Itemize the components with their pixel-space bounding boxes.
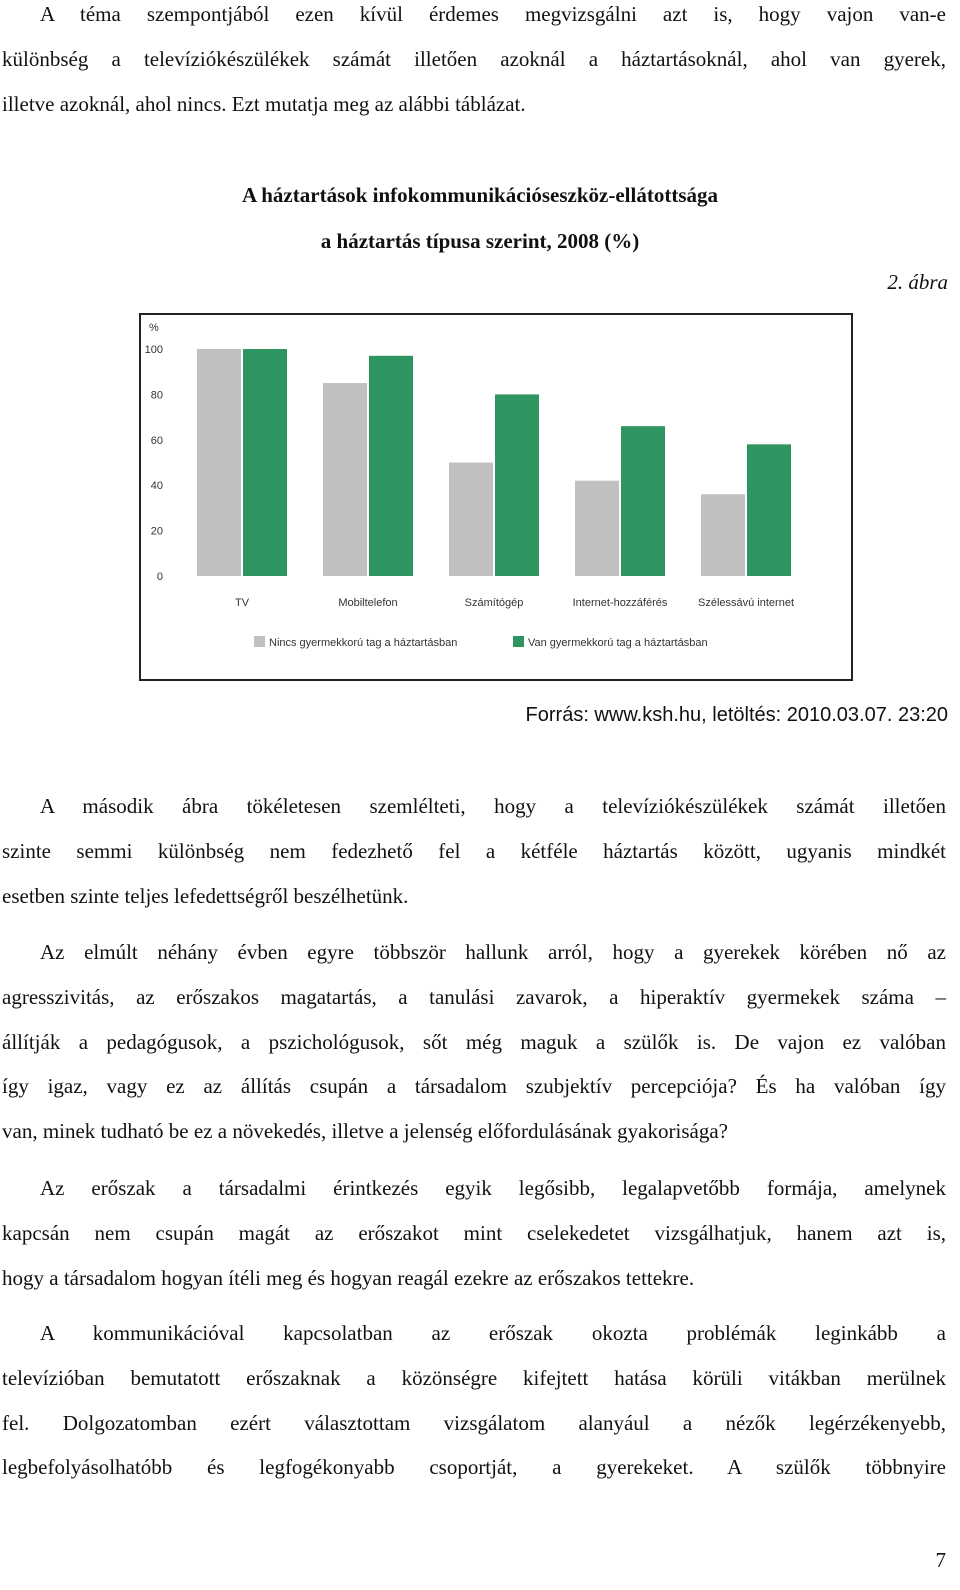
paragraph-4 [2, 1311, 946, 1490]
text-line: különbség a televíziókészülékek számát illetően azoknál a háztartásoknál, ahol van gyerek, [2, 46, 946, 71]
y-tick-label: 40 [150, 480, 163, 493]
bar [701, 494, 745, 576]
y-tick-label: 20 [150, 525, 163, 538]
x-tick-label: Számítógép [464, 597, 524, 609]
text-line: hogy a társadalom hogyan ítéli meg és hogyan reagál ezekre az erőszakos tettekre. [2, 1265, 695, 1290]
legend-label: Van gyermekkorú tag a háztartásban [528, 637, 708, 649]
x-tick-label: Mobiltelefon [338, 597, 398, 609]
text-line: Az elmúlt néhány évben egyre többször hallunk arról, hogy a gyerekek körében nő az [40, 940, 946, 964]
chart-frame [139, 313, 853, 681]
bar-chart [141, 315, 847, 675]
text-line: legbefolyásolhatóbb és legfogékonyabb csoportját, a gyerekeket. A szülők többnyire [2, 1455, 946, 1480]
bar [621, 426, 665, 576]
text-line: televízióban bemutatott erőszaknak a közönségre kifejtett hatása körüli vitákban merülnek [2, 1365, 946, 1390]
text-line: Az erőszak a társadalmi érintkezés egyik legősibb, legalapvetőbb formája, amelynek [40, 1176, 946, 1200]
figure-number: 2. ábra [887, 270, 948, 294]
bar [197, 349, 241, 576]
intro-paragraph [2, 0, 946, 126]
legend-swatch [513, 636, 524, 647]
figure-title-line1: A háztartások infokommunikációseszköz-ellátottsága [242, 183, 718, 207]
x-tick-label: Internet-hozzáférés [572, 597, 668, 609]
x-tick-label: TV [234, 597, 250, 609]
bar [323, 383, 367, 576]
bar [495, 394, 539, 576]
text-line: kapcsán nem csupán magát az erőszakot mint cselekedetet vizsgálhatjuk, hanem azt is, [2, 1220, 946, 1245]
y-axis-label: % [149, 322, 159, 334]
bar [243, 349, 287, 576]
text-line: A kommunikációval kapcsolatban az erőszak okozta problémák leginkább a [40, 1321, 946, 1345]
y-tick-label: 100 [144, 344, 163, 356]
bar [575, 481, 619, 576]
bar [449, 463, 493, 577]
legend-swatch [254, 636, 265, 647]
text-line: fel. Dolgozatomban ezért választottam vizsgálatom alanyául a nézők legérzékenyebb, [2, 1410, 946, 1435]
text-line: szinte semmi különbség nem fedezhető fel a kétféle háztartás között, ugyanis mindkét [2, 838, 946, 863]
text-line: van, minek tudható be ez a növekedés, illetve a jelenség előfordulásának gyakorisága? [2, 1119, 728, 1144]
page-number: 7 [935, 1548, 946, 1572]
text-line: állítják a pedagógusok, a pszichológusok, sőt még maguk a szülők is. De vajon ez valóban [2, 1029, 946, 1054]
legend-label: Nincs gyermekkorú tag a háztartásban [269, 637, 458, 649]
figure-source: Forrás: www.ksh.hu, letöltés: 2010.03.07. 23:20 [525, 704, 948, 726]
bar [369, 356, 413, 576]
text-line: így igaz, vagy ez az állítás csupán a társadalom szubjektív percepciója? És ha valóban így [2, 1074, 946, 1099]
text-line: agresszivitás, az erőszakos magatartás, a tanulási zavarok, a hiperaktív gyermekek száma – [2, 984, 946, 1009]
text-line: A második ábra tökéletesen szemlélteti, hogy a televíziókészülékek számát illetően [40, 794, 946, 818]
figure-title-line2: a háztartás típusa szerint, 2008 (%) [320, 229, 640, 253]
bar [747, 444, 791, 576]
text-line: esetben szinte teljes lefedettségről beszélhetünk. [2, 883, 409, 908]
paragraph-2 [2, 930, 946, 1154]
paragraph-1 [2, 784, 946, 918]
y-tick-label: 0 [156, 571, 163, 583]
y-tick-label: 60 [150, 434, 163, 447]
text-line: A téma szempontjából ezen kívül érdemes megvizsgálni azt is, hogy vajon van-e [40, 2, 946, 26]
x-tick-label: Szélessávú internet [698, 597, 794, 609]
paragraph-3 [2, 1166, 946, 1300]
text-line: illetve azoknál, ahol nincs. Ezt mutatja meg az alábbi táblázat. [2, 91, 526, 116]
y-tick-label: 80 [150, 389, 163, 402]
